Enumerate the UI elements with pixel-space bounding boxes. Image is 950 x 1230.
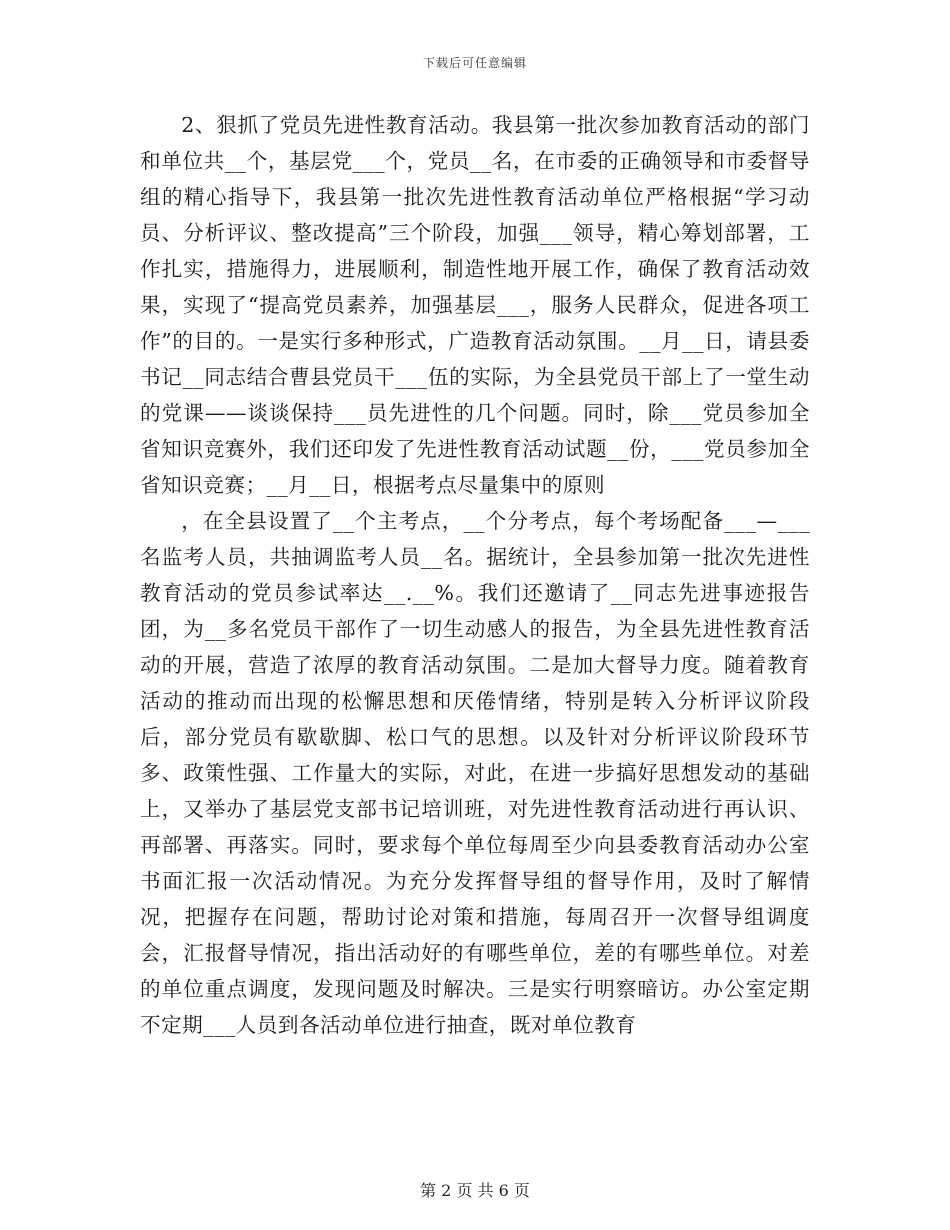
document-body	[140, 107, 810, 1043]
page-number-footer: 第 2 页 共 6 页	[420, 1181, 530, 1200]
page-header-note: 下载后可任意编辑	[422, 56, 527, 70]
paragraph-2: ，在全县设置了__个主考点，__个分考点，每个考场配备___—___名监考人员，共抽调监考人员__名。据统计，全县参加第一批次先进性教育活动的党员参试率达__.__%。我们还邀请了__同志先进事迹报告团，为__多名党员干部作了一切生动感人的报告，为全县先进性教育活动的开展，营造了浓厚的教育活动氛围。二是加大督导力度。随着教育活动的推动而出现的松懈思想和厌倦情绪，特别是转入分析评议阶段后，部分党员有歇歇脚、松口气的思想。以及针对分析评议阶段环节多、政策性强、工作量大的实际，对此，在进一步搞好思想发动的基础上，又举办了基层党支部书记培训班，对先进性教育活动进行再认识、再部署、再落实。同时，要求每个单位每周至少向县委教育活动办公室书面汇报一次活动情况。为充分发挥督导组的督导作用，及时了解情况，把握存在问题，帮助讨论对策和措施，每周召开一次督导组调度会，汇报督导情况，指出活动好的有哪些单位，差的有哪些单位。对差的单位重点调度，发现问题及时解决。三是实行明察暗访。办公室定期不定期___人员到各活动单位进行抽查，既对单位教育	[140, 509, 810, 1037]
paragraph-1: 2、狠抓了党员先进性教育活动。我县第一批次参加教育活动的部门和单位共__个，基层党___个，党员__名，在市委的正确领导和市委督导组的精心指导下，我县第一批次先进性教育活动单位严格根据“学习动员、分析评议、整改提高”三个阶段，加强___领导，精心筹划部署，工作扎实，措施得力，进展顺利，制造性地开展工作，确保了教育活动效果，实现了“提高党员素养，加强基层___，服务人民群众，促进各项工作”的目的。一是实行多种形式，广造教育活动氛围。__月__日，请县委书记__同志结合曹县党员干___伍的实际，为全县党员干部上了一堂生动的党课——谈谈保持___员先进性的几个问题。同时，除___党员参加全省知识竞赛外，我们还印发了先进性教育活动试题__份，___党员参加全省知识竞赛；__月__日，根据考点尽量集中的原则	[140, 113, 810, 497]
